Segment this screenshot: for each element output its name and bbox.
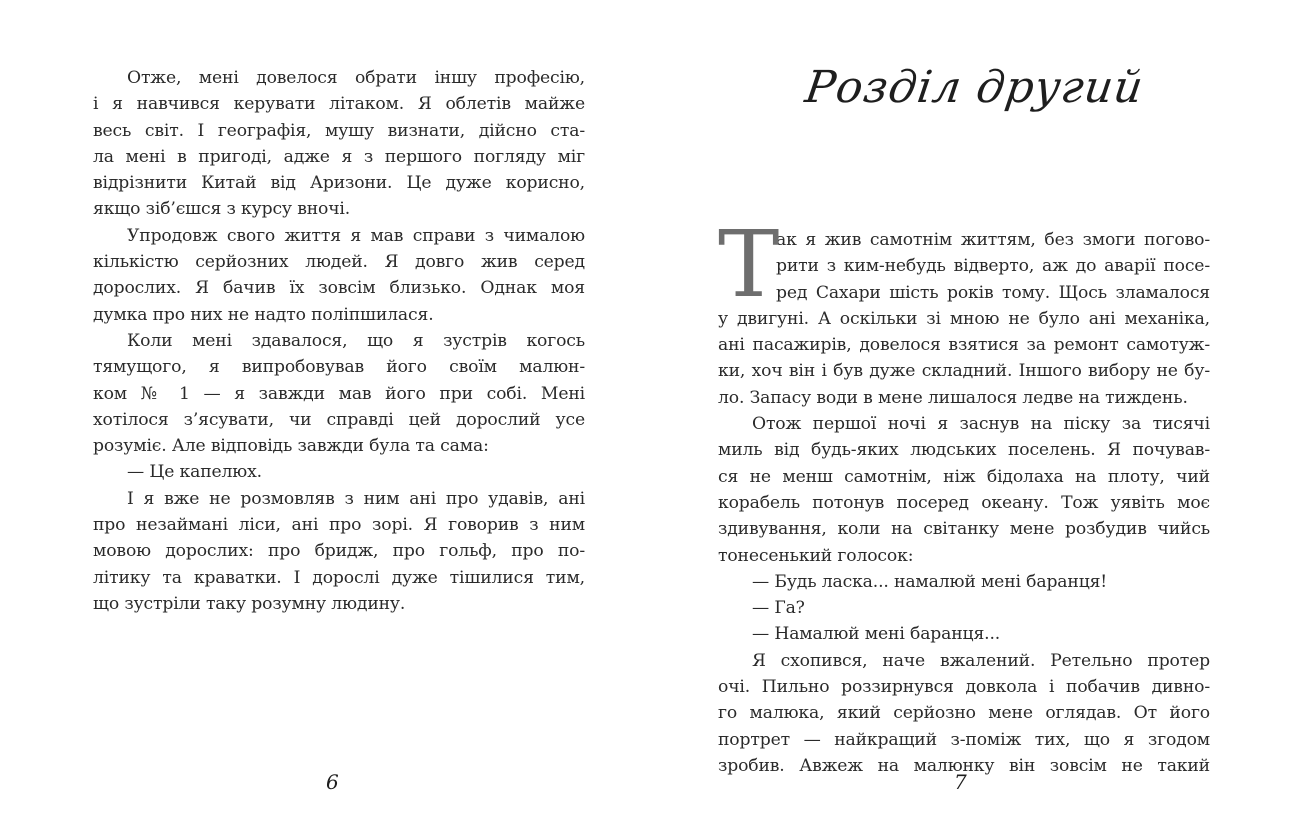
text-line: ки, хоч він і був дуже складний. Іншого вибору не бу- xyxy=(718,361,1210,382)
text-line: Я схопився, наче вжалений. Ретельно протер xyxy=(752,650,1210,671)
text-line: думка про них не надто поліпшилася. xyxy=(93,304,434,325)
text-line: рити з ким-небудь відверто, аж до аварії посе- xyxy=(776,256,1210,277)
right-page-text xyxy=(718,211,1210,779)
text-line: мовою дорослих: про бридж, про гольф, про по- xyxy=(93,541,585,562)
text-line: І я вже не розмовляв з ним ані про удавів, ані xyxy=(127,488,585,509)
text-line: ані пасажирів, довелося взятися за ремонт самотуж- xyxy=(718,335,1210,356)
text-line: — Це капелюх. xyxy=(127,462,262,483)
text-line: миль від будь-яких людських поселень. Я почував- xyxy=(718,440,1210,461)
text-line: дорослих. Я бачив їх зовсім близько. Однак моя xyxy=(93,278,585,299)
text-line: і я навчився керувати літаком. Я облетів майже xyxy=(93,94,585,115)
text-line: очі. Пильно роззирнувся довкола і побачив дивно- xyxy=(718,677,1210,698)
text-line: Коли мені здавалося, що я зустрів когось xyxy=(127,330,585,351)
text-line: — Га? xyxy=(752,598,805,619)
text-line: ло. Запасу води в мене лишалося ледве на тиждень. xyxy=(718,387,1188,408)
text-line: Упродовж свого життя я мав справи з чималою xyxy=(127,225,585,246)
left-page-text xyxy=(93,65,585,617)
text-line: тонесенький голосок: xyxy=(718,545,914,566)
text-line: го малюка, який серйозно мене оглядав. От його xyxy=(718,703,1210,724)
text-line: літику та краватки. І дорослі дуже тішилися тим, xyxy=(93,567,585,588)
drop-cap: Т xyxy=(718,211,780,318)
text-line: відрізнити Китай від Аризони. Це дуже корисно, xyxy=(93,173,585,194)
text-line: — Будь ласка... намалюй мені баранця! xyxy=(752,571,1108,592)
text-line: хотілося з’ясувати, чи справді цей дорослий усе xyxy=(93,409,585,430)
text-line: Отже, мені довелося обрати іншу професію, xyxy=(127,68,585,88)
page-number-left: 6 xyxy=(326,770,339,794)
text-line: розуміє. Але відповідь завжди була та сама: xyxy=(93,436,489,457)
text-line: ла мені в пригоді, адже я з першого погляду міг xyxy=(93,146,585,167)
text-line: ся не менш самотнім, ніж бідолаха на плоту, чий xyxy=(718,466,1210,487)
chapter-title: Розділ другий xyxy=(802,62,1147,113)
text-line: ак я жив самотнім життям, без змоги погово- xyxy=(776,230,1210,250)
page-number-right: 7 xyxy=(954,770,967,794)
text-line: про незаймані ліси, ані про зорі. Я говорив з ним xyxy=(93,515,585,536)
text-line: у двигуні. А оскільки зі мною не було ані механіка, xyxy=(718,308,1210,329)
text-line: портрет — найкращий з-поміж тих, що я згодом xyxy=(718,729,1210,750)
text-line: — Намалюй мені баранця... xyxy=(752,624,1001,645)
text-line: весь світ. І географія, мушу визнати, дійсно ста- xyxy=(93,120,585,141)
right-page xyxy=(650,0,1299,827)
text-line: що зустріли таку розумну людину. xyxy=(93,593,406,614)
text-line: Отож першої ночі я заснув на піску за тисячі xyxy=(752,414,1210,435)
text-line: зробив. Авжеж на малюнку він зовсім не такий xyxy=(718,755,1210,776)
text-line: корабель потонув посеред океану. Тож уявіть моє xyxy=(718,492,1210,513)
text-line: здивування, коли на світанку мене розбудив чийсь xyxy=(718,519,1210,540)
text-line: ред Сахари шість років тому. Щось зламалося xyxy=(776,282,1210,303)
text-line: кількістю серйозних людей. Я довго жив серед xyxy=(93,252,585,273)
text-line: якщо зіб’єшся з курсу вночі. xyxy=(93,199,351,220)
text-line: ком № 1 — я завжди мав його при собі. Мені xyxy=(93,383,585,404)
text-line: тямущого, я випробовував його своїм малюн- xyxy=(93,357,585,378)
